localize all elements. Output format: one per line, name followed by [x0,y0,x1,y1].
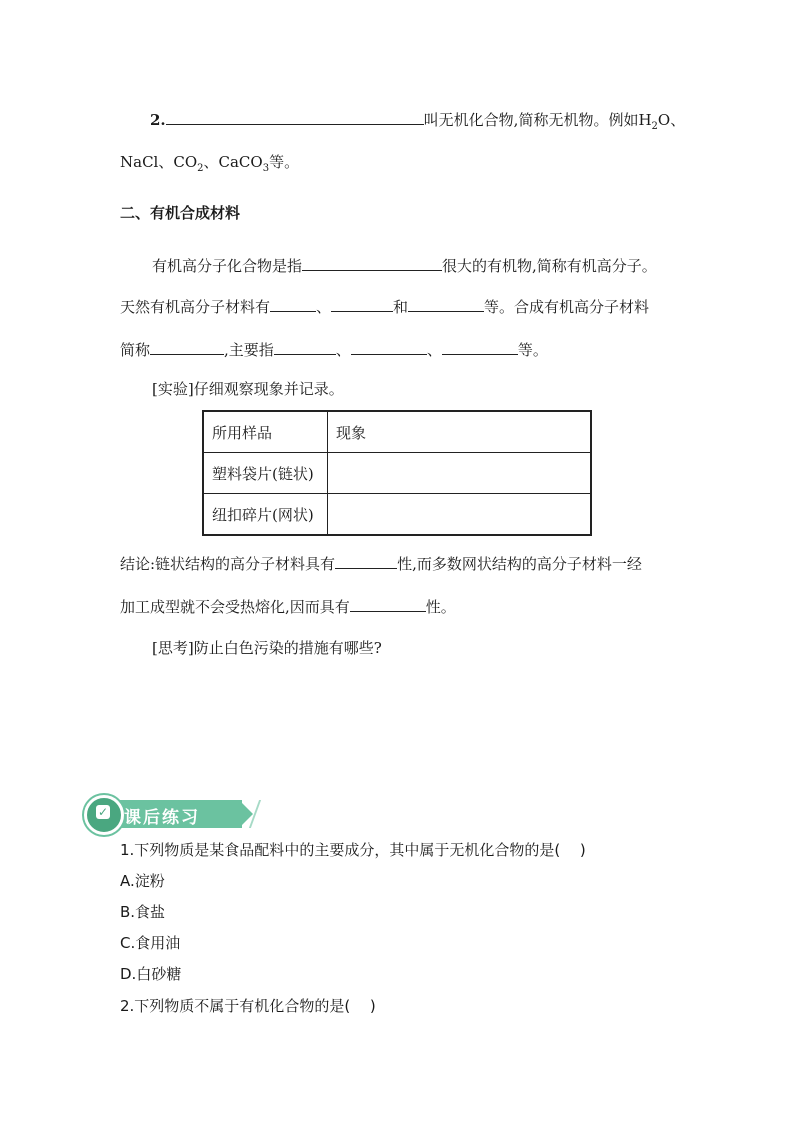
banner-title: 课后练习 [124,808,200,828]
item2-number: 2. [150,111,166,129]
blank-natural-1[interactable] [270,297,316,312]
natural-polymers-line: 天然有机高分子材料有 、 和 等。合成有机高分子材料 [120,298,650,316]
organic-polymer-definition: 有机高分子化合物是指 很大的有机物,简称有机高分子。 [152,257,657,275]
table-cell-sample: 塑料袋片(链状) [203,453,328,494]
blank-thermosetting[interactable] [350,597,426,612]
q1-option-b[interactable]: B.食盐 [120,903,166,921]
table-cell-phenomenon[interactable] [328,494,592,536]
conclusion-line2: 加工成型就不会受热熔化,因而具有 性。 [120,598,456,616]
section2-heading: 二、有机合成材料 [120,204,241,222]
banner-badge [84,795,124,835]
q1-option-c[interactable]: C.食用油 [120,934,181,952]
blank-short-name[interactable] [150,340,224,355]
blank-thermoplastic[interactable] [335,554,397,569]
item2-line1: 2. 叫无机化合物,简称无机物。例如$H_2O$、 [150,111,686,132]
table-header-cell: 所用样品 [203,411,328,453]
q1-option-d[interactable]: D.白砂糖 [120,965,182,983]
table-cell-sample: 纽扣碎片(网状) [203,494,328,536]
synthetic-polymers-line: 简称 ,主要指 、 、 等。 [120,341,548,359]
blank-natural-2[interactable] [331,297,393,312]
check-icon: ✓ [97,805,109,819]
blank-natural-3[interactable] [408,297,484,312]
question-2: 2.下列物质不属于有机化合物的是( ) [120,997,376,1015]
q1-option-a[interactable]: A.淀粉 [120,872,165,890]
blank-synthetic-1[interactable] [274,340,336,355]
blank-synthetic-3[interactable] [442,340,518,355]
blank-synthetic-2[interactable] [351,340,427,355]
after-class-banner [84,793,254,835]
experiment-label: [实验]仔细观察现象并记录。 [152,380,344,398]
table-row [203,494,591,536]
conclusion-line1: 结论:链状结构的高分子材料具有 性,而多数网状结构的高分子材料一经 [120,555,642,573]
table-cell-phenomenon[interactable] [328,453,592,494]
item2-text: 叫无机化合物,简称无机物。例如H [423,111,652,129]
table-header-cell: 现象 [328,411,592,453]
table-header-row [203,411,591,453]
experiment-table [202,410,592,536]
blank-molecular-weight[interactable] [302,256,442,271]
think-prompt: [思考]防止白色污染的措施有哪些? [152,639,382,657]
item2-line2: NaCl、$CO_2$、CaCO$_3$等。 [120,153,300,174]
blank-inorganic-definition[interactable] [166,110,424,125]
question-1: 1.下列物质是某食品配料中的主要成分，其中属于无机化合物的是( ) [120,841,586,859]
table-row [203,453,591,494]
